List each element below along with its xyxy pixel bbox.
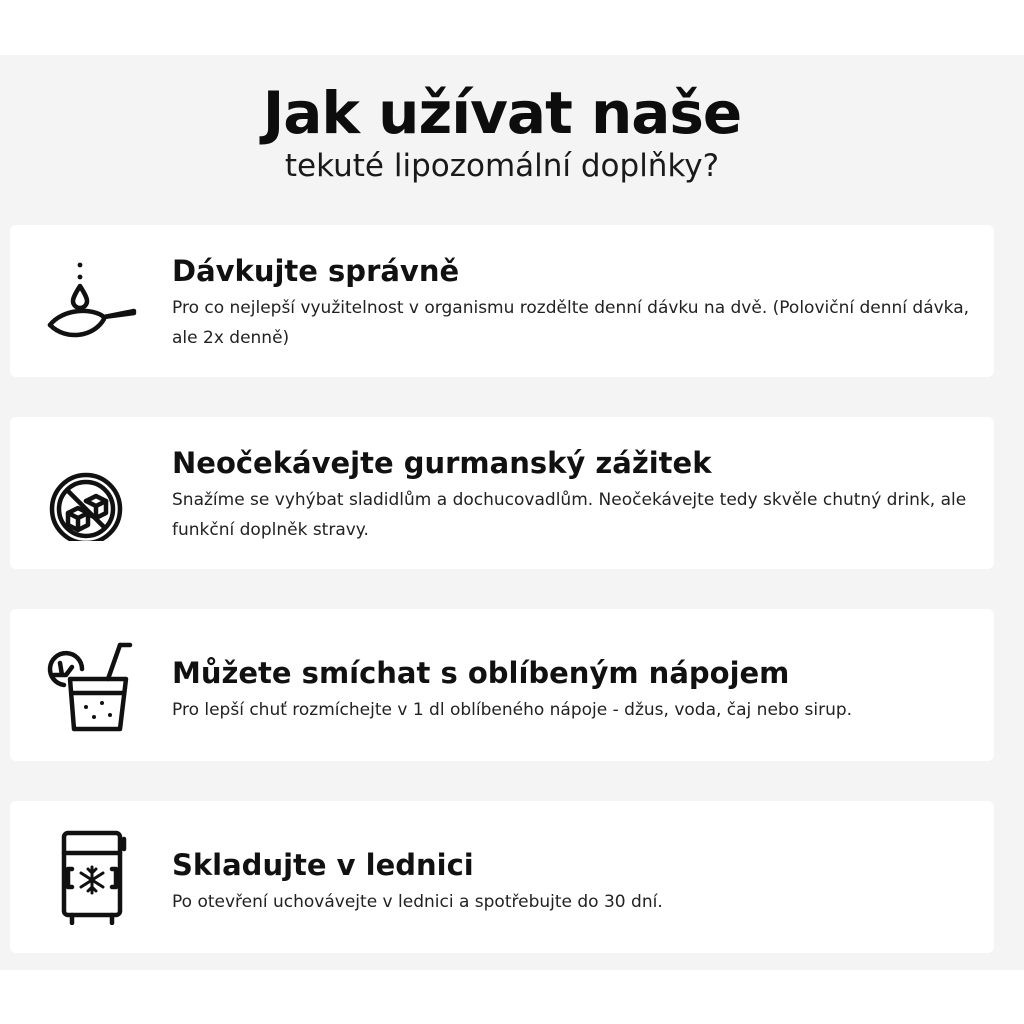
step-card-taste — [10, 417, 994, 569]
page-title: Jak užívat naše — [262, 79, 742, 147]
step-description: Pro co nejlepší využitelnost v organismu rozdělte denní dávku na dvě. (Poloviční denní dávka, ale 2x denně) — [172, 298, 970, 348]
page-subtitle: tekuté lipozomální doplňky? — [284, 148, 720, 184]
no-sugar-icon — [42, 445, 138, 541]
step-card-storage — [10, 801, 994, 953]
drink-glass-icon — [42, 637, 138, 733]
step-heading: Skladujte v lednici — [172, 848, 474, 882]
step-card-dosage — [10, 225, 994, 377]
spoon-drop-icon — [42, 253, 138, 349]
step-description: Snažíme se vyhýbat sladidlům a dochucovadlům. Neočekávejte tedy skvěle chutný drink, ale funkční doplněk stravy. — [172, 490, 967, 540]
step-heading: Můžete smíchat s oblíbeným nápojem — [172, 656, 790, 690]
step-heading: Dávkujte správně — [172, 254, 460, 288]
step-card-mixing — [10, 609, 994, 761]
step-description: Pro lepší chuť rozmíchejte v 1 dl oblíbeného nápoje - džus, voda, čaj nebo sirup. — [172, 700, 853, 720]
step-description: Po otevření uchovávejte v lednici a spotřebujte do 30 dní. — [172, 892, 663, 912]
step-heading: Neočekávejte gurmanský zážitek — [172, 446, 712, 480]
fridge-icon — [42, 829, 138, 925]
